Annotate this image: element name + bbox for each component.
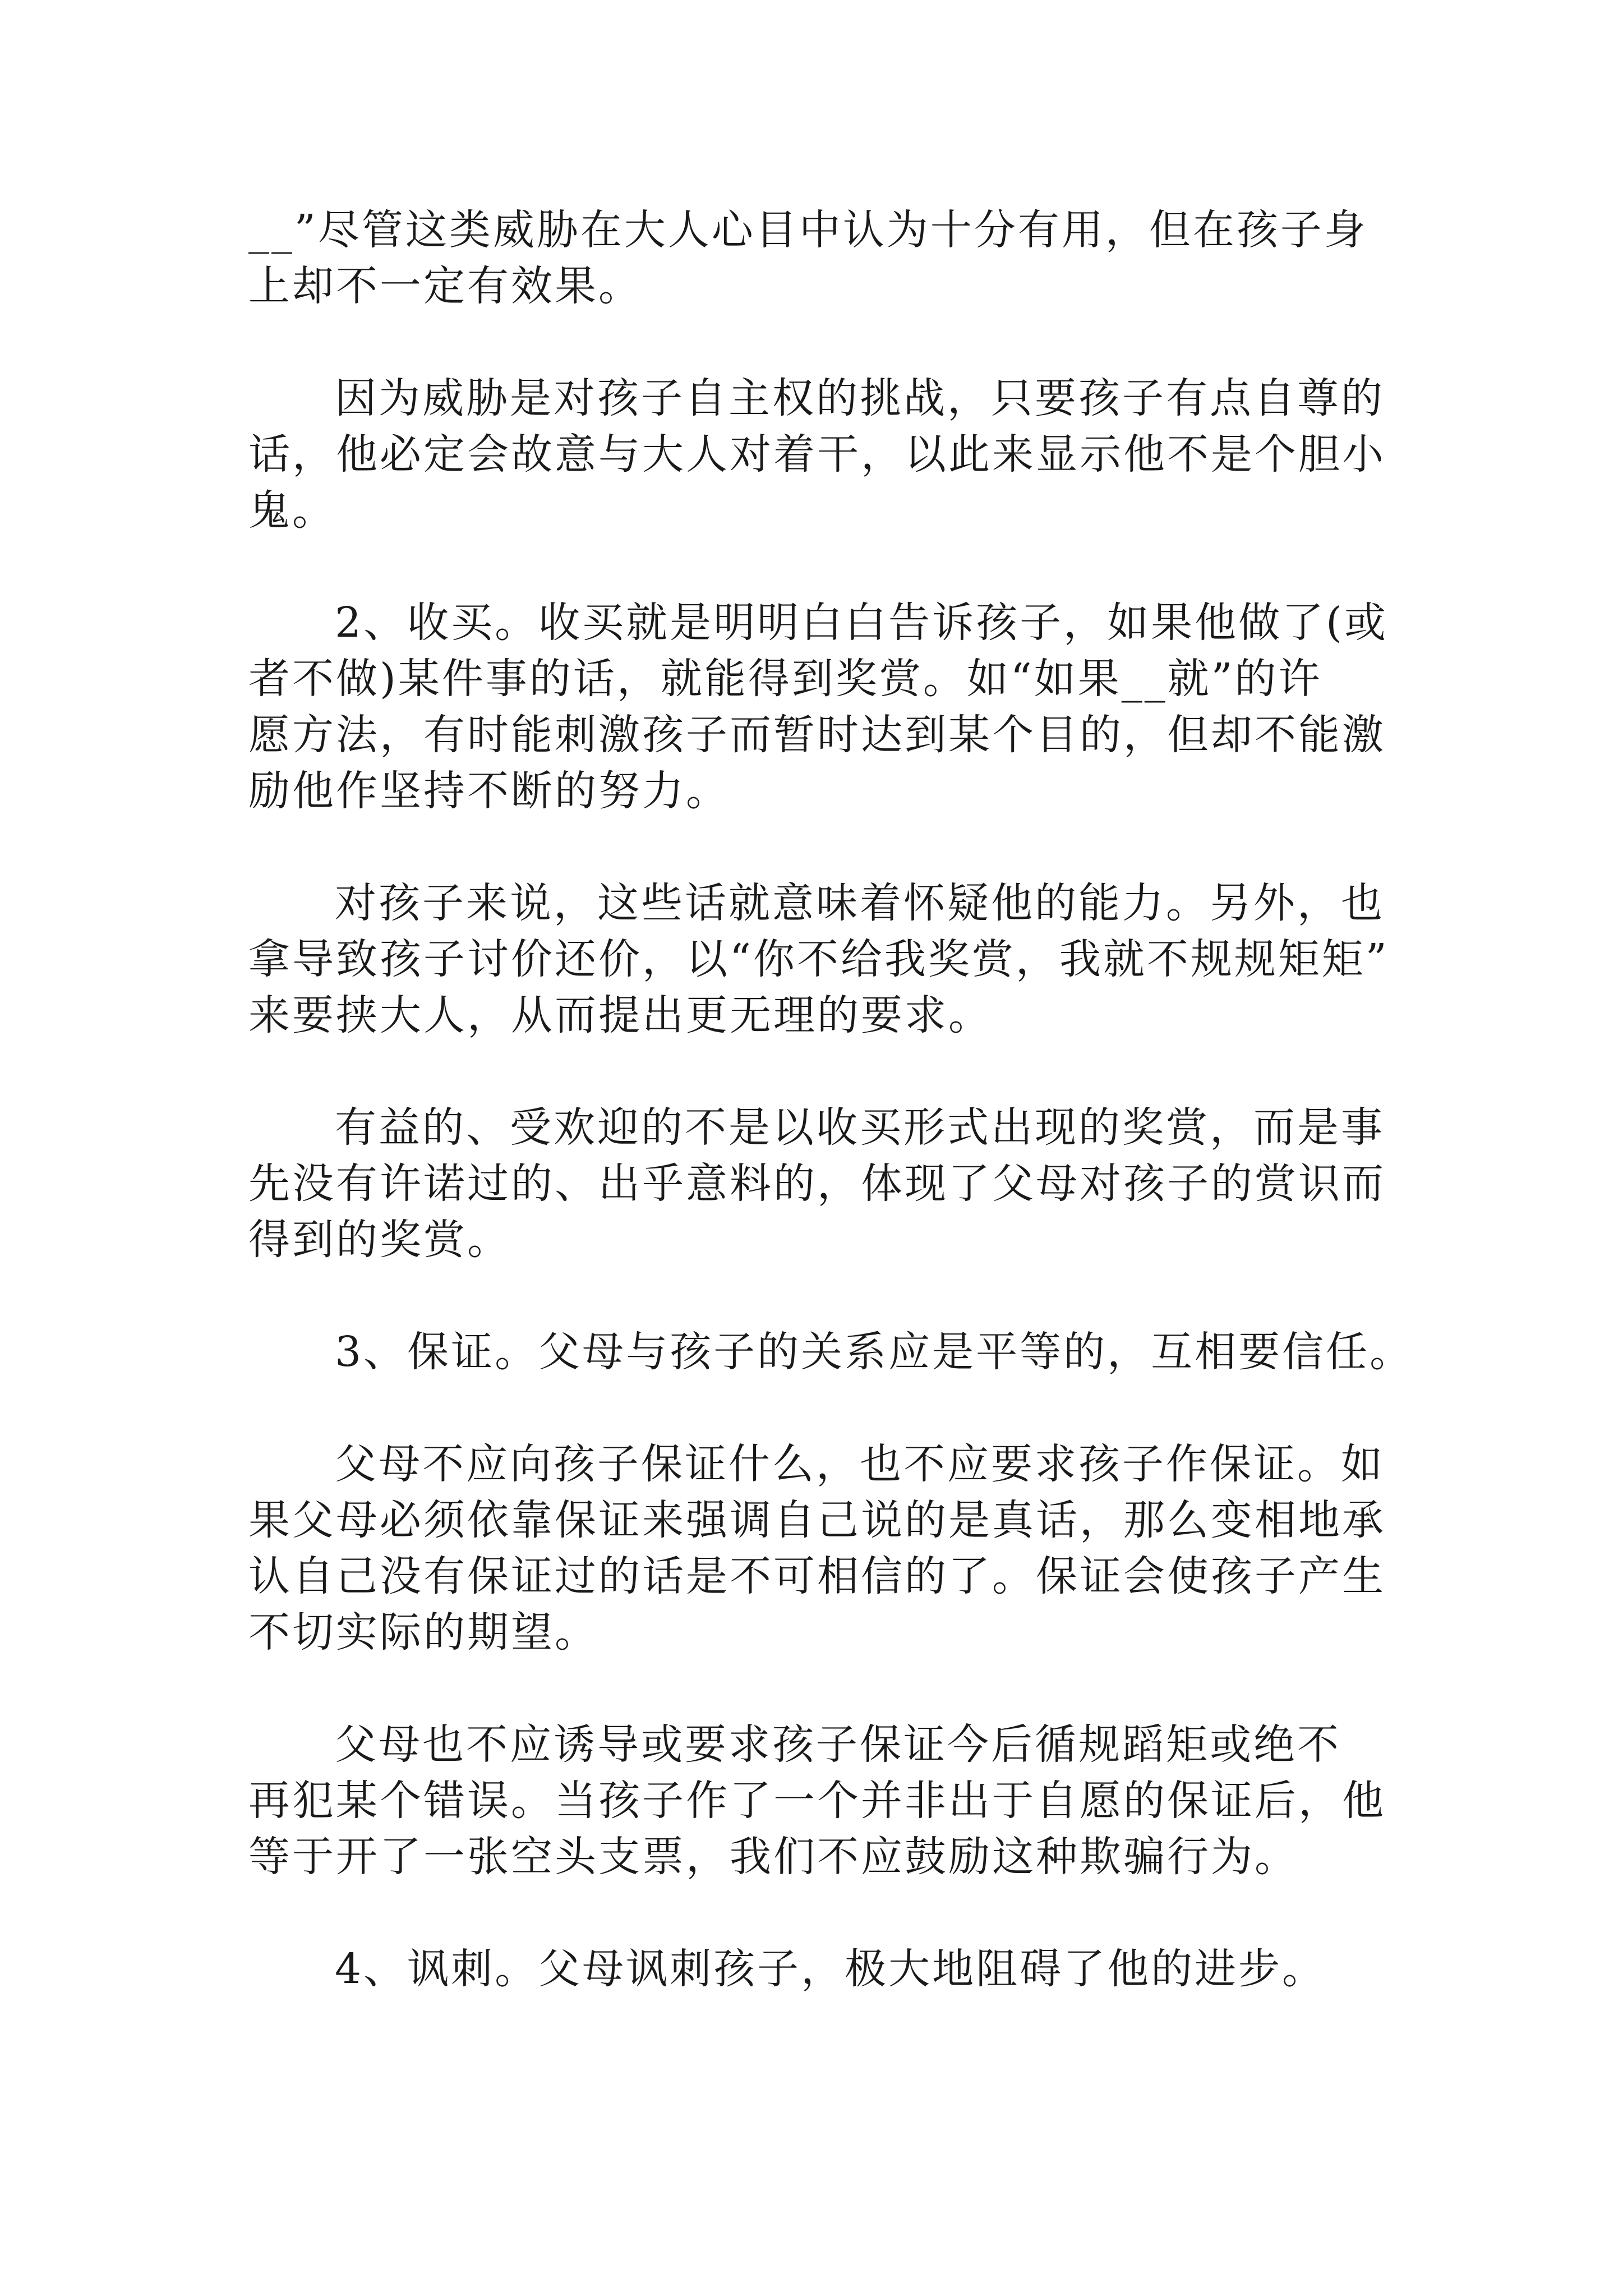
- text-line: __”尽管这类威胁在大人心目中认为十分有用，但在孩子身: [248, 206, 1368, 254]
- text-line: 话，他必定会故意与大人对着干，以此来显示他不是个胆小: [248, 430, 1386, 478]
- text-line: 因为威胁是对孩子自主权的挑战，只要孩子有点自尊的: [335, 374, 1385, 422]
- text-line: 先没有许诺过的、出乎意料的，体现了父母对孩子的赏识而: [248, 1159, 1386, 1208]
- text-line: 来要挟大人，从而提出更无理的要求。: [248, 991, 992, 1039]
- text-line: 再犯某个错误。当孩子作了一个并非出于自愿的保证后，他: [248, 1777, 1386, 1825]
- text-line: 3、保证。父母与孩子的关系应是平等的，互相要信任。: [335, 1328, 1414, 1376]
- text-line: 者不做)某件事的话，就能得到奖赏。如“如果__就”的许: [248, 655, 1322, 703]
- text-line: 2、收买。收买就是明明白白告诉孩子，如果他做了(或: [335, 599, 1388, 647]
- text-line: 父母也不应诱导或要求孩子保证今后循规蹈矩或绝不: [335, 1720, 1341, 1769]
- text-line: 励他作坚持不断的努力。: [248, 767, 730, 815]
- text-line: 上却不一定有效果。: [248, 262, 642, 310]
- text-line: 父母不应向孩子保证什么，也不应要求孩子作保证。如: [335, 1440, 1385, 1488]
- text-line: 认自己没有保证过的话是不可相信的了。保证会使孩子产生: [248, 1552, 1386, 1600]
- text-line: 果父母必须依靠保证来强调自己说的是真话，那么变相地承: [248, 1496, 1386, 1544]
- text-line: 不切实际的期望。: [248, 1608, 598, 1657]
- text-line: 愿方法，有时能刺激孩子而暂时达到某个目的，但却不能激: [248, 711, 1386, 759]
- text-line: 等于开了一张空头支票，我们不应鼓励这种欺骗行为。: [248, 1833, 1298, 1881]
- text-line: 得到的奖赏。: [248, 1216, 511, 1264]
- text-line: 对孩子来说，这些话就意味着怀疑他的能力。另外，也: [335, 879, 1385, 927]
- text-line: 有益的、受欢迎的不是以收买形式出现的奖赏，而是事: [335, 1103, 1385, 1152]
- text-line: 4、讽刺。父母讽刺孩子，极大地阻碍了他的进步。: [335, 1945, 1326, 1993]
- text-line: 鬼。: [248, 486, 336, 535]
- text-line: 拿导致孩子讨价还价，以“你不给我奖赏，我就不规规矩矩”: [248, 935, 1389, 983]
